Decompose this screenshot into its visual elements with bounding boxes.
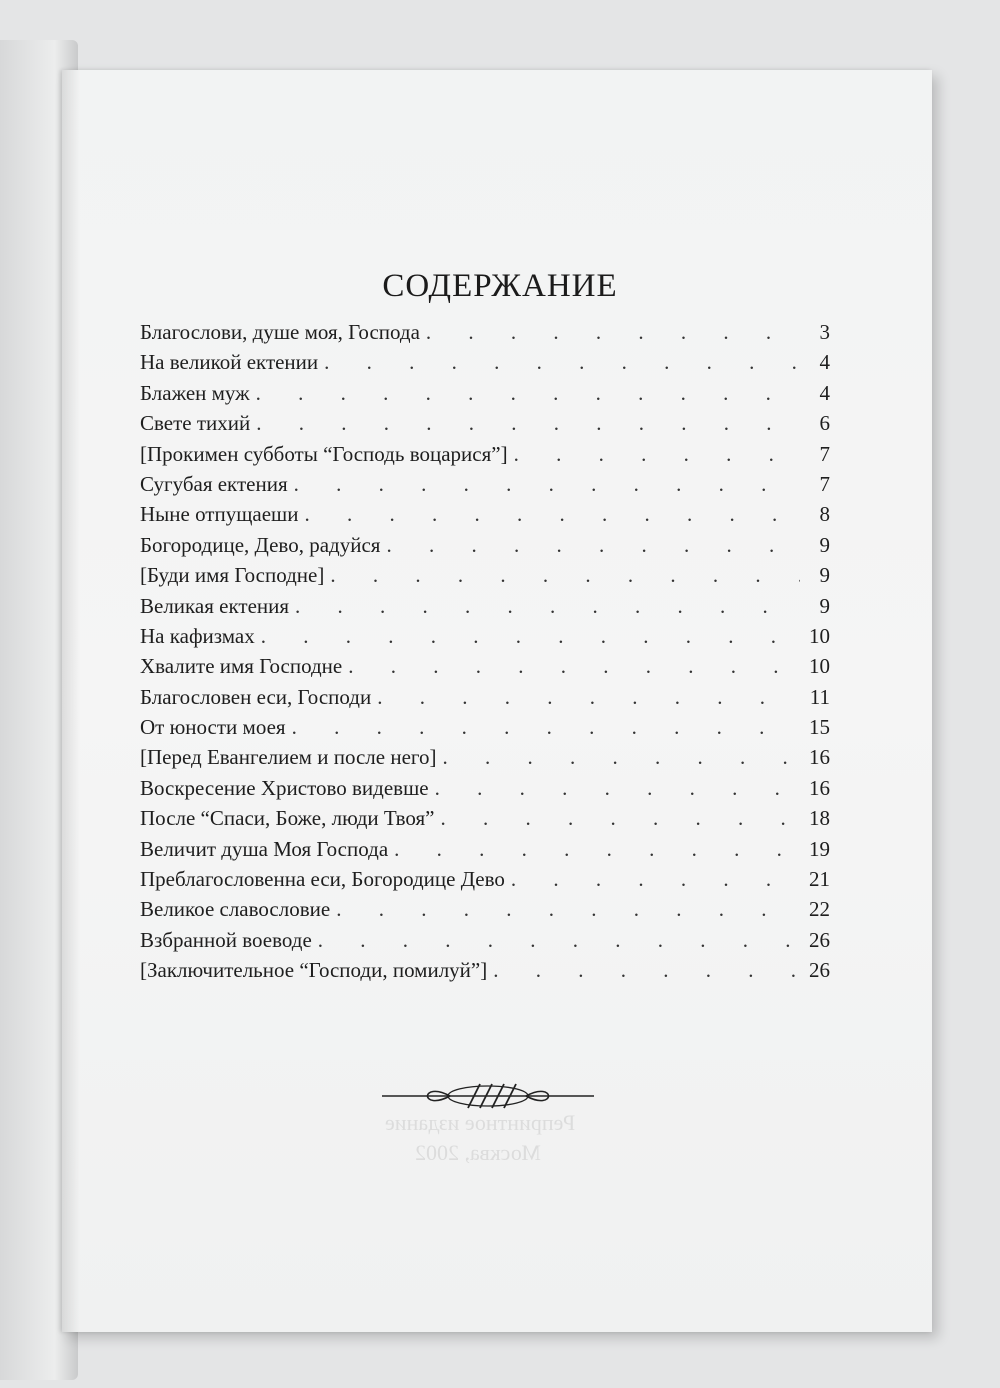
toc-entry — [140, 806, 830, 836]
toc-entry-page-number: 7 — [819, 441, 830, 466]
toc-dot-leader — [394, 837, 800, 862]
toc-list — [140, 320, 830, 989]
toc-dot-leader — [295, 594, 800, 619]
toc-dot-leader — [256, 381, 800, 406]
toc-entry — [140, 897, 830, 927]
toc-entry-page-number: 16 — [809, 775, 830, 800]
toc-dot-leader — [348, 654, 800, 679]
toc-entry — [140, 958, 830, 988]
toc-entry-page-number: 22 — [809, 897, 830, 922]
toc-entry-label: После “Спаси, Боже, люди Твоя” — [140, 806, 435, 831]
toc-entry-page-number: 8 — [819, 502, 830, 527]
toc-entry-page-number: 7 — [819, 471, 830, 496]
toc-entry-page-number: 26 — [809, 927, 830, 952]
toc-entry-page-number: 4 — [819, 350, 830, 375]
toc-entry-label: Благослови, душе моя, Господа — [140, 320, 420, 344]
toc-entry — [140, 411, 830, 441]
toc-entry — [140, 594, 830, 624]
toc-entry-label: Преблагословенна еси, Богородице Дево — [140, 867, 505, 892]
toc-entry-page-number: 10 — [809, 654, 830, 679]
toc-entry-page-number: 15 — [809, 715, 830, 740]
toc-entry — [140, 928, 830, 958]
toc-entry — [140, 563, 830, 593]
toc-entry-label: Благословен еси, Господи — [140, 684, 372, 709]
show-through-city-year: Москва, 2002 — [415, 1140, 541, 1165]
toc-entry — [140, 381, 830, 411]
toc-entry — [140, 350, 830, 380]
toc-entry — [140, 654, 830, 684]
toc-entry-label: [Прокимен субботы “Господь воцарися”] — [140, 441, 508, 466]
toc-entry-label: Богородице, Дево, радуйся — [140, 532, 381, 557]
toc-entry-label: Свете тихий — [140, 411, 251, 436]
toc-entry — [140, 867, 830, 897]
toc-entry — [140, 745, 830, 775]
toc-dot-leader — [511, 867, 800, 892]
toc-dot-leader — [292, 715, 800, 740]
toc-entry — [140, 715, 830, 745]
toc-entry — [140, 685, 830, 715]
toc-entry — [140, 837, 830, 867]
toc-entry — [140, 472, 830, 502]
toc-entry-label: От юности моея — [140, 715, 286, 740]
toc-dot-leader — [294, 472, 800, 497]
toc-entry-page-number: 6 — [819, 411, 830, 436]
toc-dot-leader — [514, 442, 800, 467]
toc-entry — [140, 624, 830, 654]
toc-entry — [140, 533, 830, 563]
toc-entry-label: Великая ектения — [140, 593, 290, 618]
toc-dot-leader — [304, 502, 800, 527]
toc-entry-label: [Заключительное “Господи, помилуй”] — [140, 958, 488, 983]
toc-entry-label: [Буди имя Господне] — [140, 563, 325, 588]
toc-dot-leader — [435, 776, 800, 801]
toc-entry-page-number: 19 — [809, 836, 830, 861]
ornament-flourish — [380, 1072, 596, 1120]
toc-entry-label: Ныне отпущаеши — [140, 502, 299, 527]
toc-entry-label: На кафизмах — [140, 623, 255, 648]
toc-dot-leader — [377, 685, 800, 710]
toc-dot-leader — [493, 958, 800, 983]
toc-entry-label: Хвалите имя Господне — [140, 654, 343, 679]
toc-dot-leader — [318, 928, 800, 953]
toc-dot-leader — [426, 320, 800, 345]
toc-entry-page-number: 9 — [819, 532, 830, 557]
toc-dot-leader — [386, 533, 800, 558]
toc-dot-leader — [441, 806, 800, 831]
toc-dot-leader — [256, 411, 800, 436]
toc-entry-page-number: 21 — [809, 867, 830, 892]
toc-entry-page-number: 11 — [809, 684, 830, 709]
toc-entry — [140, 776, 830, 806]
toc-dot-leader — [261, 624, 800, 649]
toc-entry-page-number: 16 — [809, 745, 830, 770]
toc-entry-page-number: 9 — [819, 563, 830, 588]
toc-entry — [140, 442, 830, 472]
toc-entry-page-number: 4 — [819, 380, 830, 405]
toc-entry-label: Блажен муж — [140, 380, 250, 405]
show-through-edition: Репринтное издание — [385, 1110, 576, 1135]
page-fold-shadow — [62, 70, 80, 1332]
toc-entry-label: Взбранной воеводе — [140, 927, 312, 952]
toc-entry-page-number: 10 — [809, 623, 830, 648]
toc-entry-page-number: 26 — [809, 958, 830, 983]
toc-entry — [140, 320, 830, 350]
toc-entry-label: Сугубая ектения — [140, 471, 288, 496]
toc-entry-label: Воскресение Христово видевше — [140, 775, 429, 800]
toc-entry-label: На великой ектении — [140, 350, 319, 375]
toc-entry-page-number: 9 — [819, 593, 830, 618]
toc-dot-leader — [336, 897, 800, 922]
toc-entry-label: Величит душа Моя Господа — [140, 836, 389, 861]
toc-entry — [140, 502, 830, 532]
toc-entry-page-number: 3 — [819, 320, 830, 344]
toc-dot-leader — [324, 350, 800, 375]
toc-dot-leader — [330, 563, 800, 588]
toc-dot-leader — [442, 745, 800, 770]
toc-entry-page-number: 18 — [809, 806, 830, 831]
toc-title: СОДЕРЖАНИЕ — [382, 268, 618, 304]
toc-entry-label: [Перед Евангелием и после него] — [140, 745, 437, 770]
toc-entry-label: Великое славословие — [140, 897, 331, 922]
